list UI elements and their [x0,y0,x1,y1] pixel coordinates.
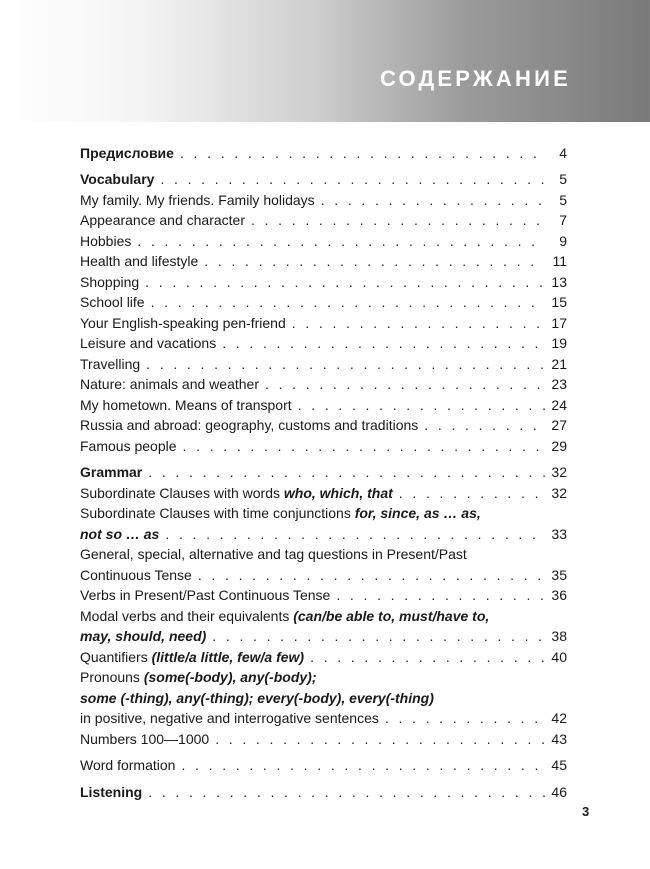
entry-emphasis: who, which, that [283,484,393,501]
toc-entry-title [80,484,393,502]
dot-leader [204,252,545,270]
dot-leader [298,396,545,414]
toc-entry[interactable] [80,209,567,230]
dot-leader [321,191,545,209]
toc-page-number: 36 [551,587,567,603]
toc-page-number: 5 [559,191,567,208]
header-band [0,0,650,122]
toc-entry[interactable] [80,727,567,748]
toc-entry-title: Appearance and character [80,212,245,228]
toc-entry-title: Health and lifestyle [80,253,199,269]
toc-entry[interactable] [80,332,567,353]
dot-leader [145,273,545,291]
table-of-contents [80,141,567,801]
toc-entry[interactable] [80,625,567,646]
entry-text: Subordinate Clauses with words [80,484,280,501]
dot-leader [183,437,545,455]
toc-section-grammar[interactable] [80,461,567,482]
toc-entry-title: My family. My friends. Family holidays [80,191,315,208]
toc-section-title: Listening [80,783,143,800]
toc-page-number: 32 [551,464,567,480]
toc-entry[interactable] [80,645,567,666]
toc-page-number: 11 [552,253,567,269]
entry-emphasis: (can/be able to, must/have to, [293,607,490,624]
dot-leader [265,375,545,393]
toc-page-number: 24 [551,396,567,413]
toc-entry-title: Verbs in Present/Past Continuous Tense [80,587,331,603]
page-number: 3 [582,804,590,819]
toc-page-number: 46 [551,783,567,800]
toc-entry[interactable] [80,754,567,775]
dot-leader [165,525,545,543]
dot-leader [385,709,545,727]
entry-text: Subordinate Clauses with time conjunctions [80,505,351,521]
toc-page-number: 29 [551,437,567,454]
entry-text: Pronouns [80,669,140,685]
entry-emphasis: may, should, need) [80,628,207,644]
toc-entry[interactable] [80,373,567,394]
toc-entry-title: Your English-speaking pen-friend [80,314,286,331]
toc-entry-title: Continuous Tense [80,566,192,583]
dot-leader [336,586,545,604]
toc-page-number: 9 [559,232,567,249]
toc-entry-title [80,504,481,522]
dot-leader [146,355,545,373]
entry-emphasis: not so … as [80,525,160,542]
dot-leader [198,566,545,584]
toc-section-vocabulary[interactable] [80,168,567,189]
toc-entry[interactable] [80,229,567,250]
toc-entry[interactable] [80,188,567,209]
toc-entry[interactable] [80,311,567,332]
toc-entry-title [80,668,316,686]
toc-entry-line[interactable] [80,666,567,687]
dot-leader [251,211,545,229]
toc-page-number: 27 [551,417,567,433]
toc-entry-preface[interactable] [80,141,567,162]
toc-entry[interactable] [80,481,567,502]
toc-page-number: 23 [551,376,567,392]
entry-emphasis: (little/a little, few/a few) [151,648,305,665]
toc-entry-line[interactable] [80,502,567,523]
toc-page-number: 17 [551,314,567,331]
dot-leader [137,232,545,250]
toc-page-number: 43 [551,730,567,747]
toc-entry[interactable] [80,563,567,584]
toc-page-number: 7 [559,212,567,228]
toc-entry-title [80,607,489,625]
dot-leader [424,416,545,434]
toc-entry[interactable] [80,270,567,291]
toc-entry-title: Leisure and vacations [80,335,217,351]
toc-entry[interactable] [80,393,567,414]
entry-text: Modal verbs and their equivalents [80,607,290,624]
toc-entry[interactable] [80,434,567,455]
dot-leader [148,463,545,481]
dot-leader [180,144,545,162]
toc-section-title: Vocabulary [80,171,155,187]
toc-page-number: 33 [551,525,567,542]
entry-emphasis: (some(-body), any(-body); [143,669,317,685]
toc-section-listening[interactable] [80,780,567,801]
toc-entry[interactable] [80,250,567,271]
toc-page-number: 5 [559,171,567,187]
dot-leader [222,334,545,352]
toc-entry[interactable] [80,707,567,728]
toc-page-number: 21 [551,355,567,372]
toc-entry[interactable] [80,291,567,312]
toc-page-number: 13 [551,273,567,290]
toc-entry-title: Word formation [80,757,176,773]
toc-entry-line[interactable] [80,686,567,707]
toc-entry-line[interactable] [80,543,567,564]
toc-entry-title: General, special, alternative and tag questions in Present/Past [80,546,467,562]
toc-entry[interactable] [80,414,567,435]
toc-entry-title: in positive, negative and interrogative sentences [80,710,379,726]
dot-leader [399,484,545,502]
toc-page-number: 40 [551,648,567,665]
dot-leader [148,783,545,801]
toc-page-number: 42 [551,710,567,726]
toc-section-title: Grammar [80,464,143,480]
toc-entry-title: Travelling [80,355,141,372]
dot-leader [212,627,545,645]
toc-entry-line[interactable] [80,604,567,625]
toc-entry[interactable] [80,522,567,543]
dot-leader [151,293,545,311]
toc-entry-title [80,648,304,666]
toc-entry-title: Russia and abroad: geography, customs and traditions [80,417,419,433]
dot-leader [310,648,545,666]
toc-entry-title: Famous people [80,437,177,454]
entry-text: Quantifiers [80,648,148,665]
toc-entry-title: Nature: animals and weather [80,376,259,392]
toc-page-number: 15 [551,294,567,310]
toc-entry-title: School life [80,294,145,310]
toc-entry[interactable] [80,352,567,373]
toc-page-number: 32 [551,484,567,501]
toc-entry-title: Hobbies [80,232,132,249]
toc-page-number: 38 [551,628,567,644]
toc-page-number: 4 [559,144,567,161]
toc-entry-title: My hometown. Means of transport [80,396,292,413]
toc-entry-title: Предисловие [80,144,174,161]
dot-leader [215,730,545,748]
page-title: СОДЕРЖАНИЕ [379,66,571,91]
toc-page-number: 19 [551,335,567,351]
toc-page-number: 45 [551,757,567,773]
toc-entry-title: Shopping [80,273,140,290]
toc-entry-title: Numbers 100—1000 [80,730,210,747]
dot-leader [181,756,545,774]
dot-leader [292,314,545,332]
toc-entry[interactable] [80,584,567,605]
toc-page-number: 35 [551,566,567,583]
entry-emphasis: for, since, as … as, [354,505,481,521]
dot-leader [160,170,545,188]
entry-emphasis: some (-thing), any(-thing); every(-body), every(-thing) [80,689,434,706]
